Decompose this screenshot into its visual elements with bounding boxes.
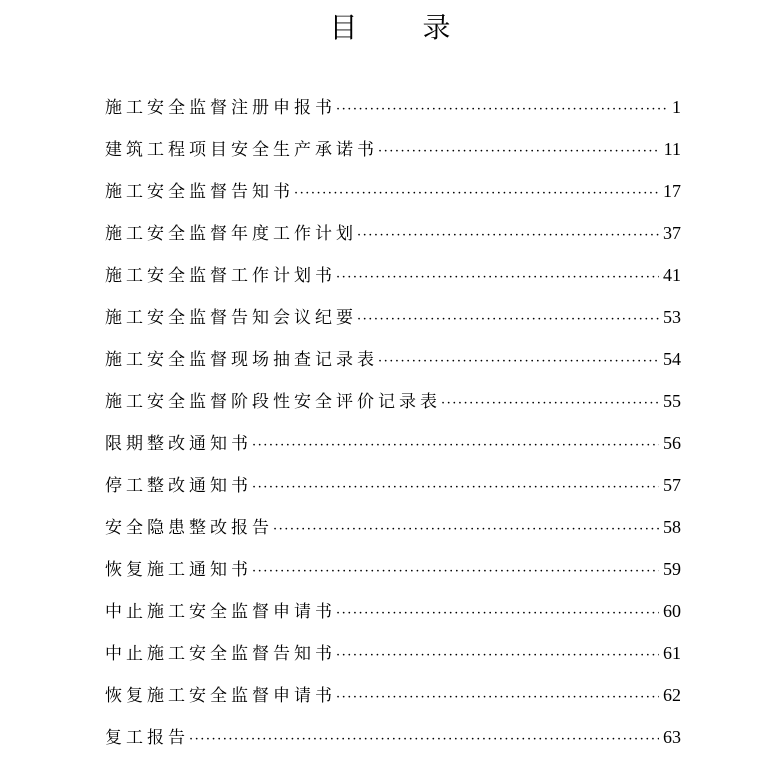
toc-entry-label: 施工安全监督年度工作计划 xyxy=(105,224,357,244)
toc-entry-page-number: 57 xyxy=(663,475,681,495)
toc-entry-page-number: 59 xyxy=(663,559,681,579)
toc-entry-label: 停工整改通知书 xyxy=(105,476,252,496)
toc-entry[interactable] xyxy=(105,674,681,716)
toc-dot-leader xyxy=(336,593,659,635)
toc-entry-label: 施工安全监督注册申报书 xyxy=(105,98,336,118)
toc-entry-page-number: 60 xyxy=(663,601,681,621)
toc-entry-page-number: 63 xyxy=(663,727,681,747)
toc-entry-page-number: 56 xyxy=(663,433,681,453)
toc-entry-label: 建筑工程项目安全生产承诺书 xyxy=(105,140,378,160)
toc-entry-label: 施工安全监督现场抽查记录表 xyxy=(105,350,378,370)
toc-dot-leader xyxy=(336,257,659,299)
toc-dot-leader xyxy=(336,635,659,677)
toc-entry[interactable] xyxy=(105,380,681,422)
toc-entry-page-number: 37 xyxy=(663,223,681,243)
toc-entry[interactable] xyxy=(105,506,681,548)
toc-entry-label: 恢复施工通知书 xyxy=(105,560,252,580)
toc-entry[interactable] xyxy=(105,422,681,464)
toc-entry-page-number: 53 xyxy=(663,307,681,327)
toc-entry[interactable] xyxy=(105,716,681,758)
toc-entry[interactable] xyxy=(105,632,681,674)
toc-dot-leader xyxy=(336,677,659,719)
toc-list xyxy=(105,86,681,758)
toc-dot-leader xyxy=(357,215,659,257)
toc-entry-page-number: 1 xyxy=(672,97,681,117)
toc-entry-label: 限期整改通知书 xyxy=(105,434,252,454)
toc-entry[interactable] xyxy=(105,296,681,338)
toc-entry-label: 施工安全监督告知书 xyxy=(105,182,294,202)
toc-dot-leader xyxy=(378,341,659,383)
toc-entry-label: 恢复施工安全监督申请书 xyxy=(105,686,336,706)
toc-entry[interactable] xyxy=(105,254,681,296)
toc-entry-label: 复工报告 xyxy=(105,728,189,748)
toc-entry[interactable] xyxy=(105,170,681,212)
toc-entry-page-number: 55 xyxy=(663,391,681,411)
toc-entry-label: 中止施工安全监督申请书 xyxy=(105,602,336,622)
toc-entry-label: 施工安全监督阶段性安全评价记录表 xyxy=(105,392,441,412)
toc-dot-leader xyxy=(378,131,660,173)
toc-dot-leader xyxy=(189,719,659,761)
toc-dot-leader xyxy=(441,383,659,425)
toc-dot-leader xyxy=(357,299,659,341)
toc-entry-page-number: 11 xyxy=(663,139,681,159)
toc-title: 目 录 xyxy=(329,11,479,44)
toc-dot-leader xyxy=(252,467,659,509)
toc-entry-label: 施工安全监督工作计划书 xyxy=(105,266,336,286)
toc-entry[interactable] xyxy=(105,464,681,506)
toc-dot-leader xyxy=(273,509,659,551)
toc-dot-leader xyxy=(252,551,659,593)
toc-entry[interactable] xyxy=(105,338,681,380)
toc-entry[interactable] xyxy=(105,212,681,254)
toc-entry[interactable] xyxy=(105,86,681,128)
toc-entry-label: 施工安全监督告知会议纪要 xyxy=(105,308,357,328)
toc-entry[interactable] xyxy=(105,548,681,590)
toc-entry-page-number: 41 xyxy=(663,265,681,285)
toc-dot-leader xyxy=(252,425,659,467)
toc-entry-page-number: 54 xyxy=(663,349,681,369)
toc-entry-label: 安全隐患整改报告 xyxy=(105,518,273,538)
toc-entry-page-number: 17 xyxy=(663,181,681,201)
toc-entry-label: 中止施工安全监督告知书 xyxy=(105,644,336,664)
toc-entry[interactable] xyxy=(105,128,681,170)
toc-entry-page-number: 62 xyxy=(663,685,681,705)
toc-entry-page-number: 61 xyxy=(663,643,681,663)
toc-entry[interactable] xyxy=(105,590,681,632)
toc-dot-leader xyxy=(336,89,668,131)
toc-dot-leader xyxy=(294,173,659,215)
toc-entry-page-number: 58 xyxy=(663,517,681,537)
